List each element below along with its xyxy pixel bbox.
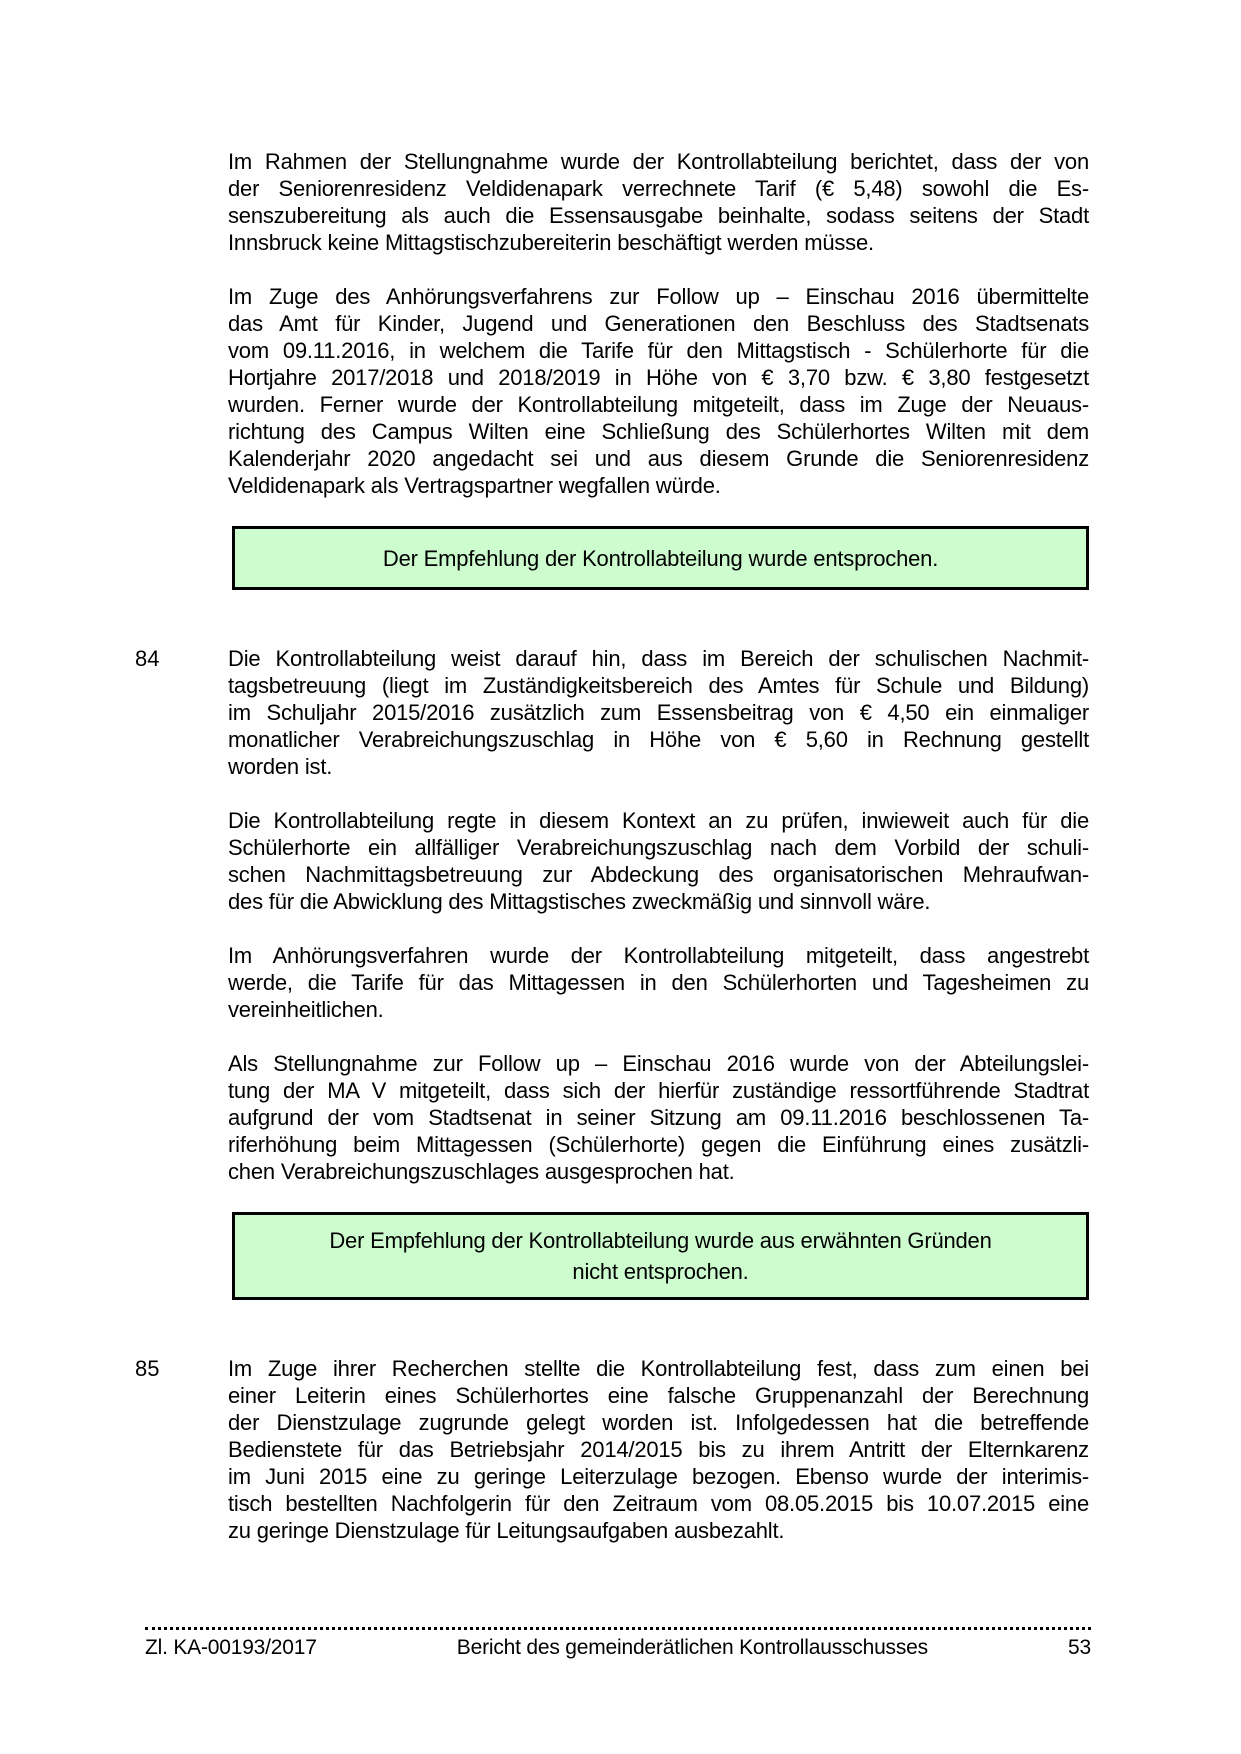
text-line: werde, die Tarife für das Mittagessen in den Schülerhorten und Tagesheimen zu: [228, 970, 1089, 995]
recommendation-text: Der Empfehlung der Kontrollabteilung wurde entsprochen.: [382, 545, 939, 571]
text-line: monatlicher Verabreichungszuschlag in Höhe von € 5,60 in Rechnung gestellt: [228, 727, 1089, 752]
text-line: tagsbetreuung (liegt im Zuständigkeitsbereich des Amtes für Schule und Bildung): [228, 673, 1089, 698]
text-line: im Juni 2015 eine zu geringe Leiterzulage bezogen. Ebenso wurde der interimis-: [228, 1464, 1089, 1489]
text-line: Kalenderjahr 2020 angedacht sei und aus diesem Grunde die Seniorenresidenz: [228, 446, 1089, 471]
text-line: aufgrund der vom Stadtsenat in seiner Sitzung am 09.11.2016 beschlossenen Ta-: [228, 1105, 1089, 1130]
recommendation-text: nicht entsprochen.: [572, 1259, 749, 1284]
text-line: wurden. Ferner wurde der Kontrollabteilung mitgeteilt, dass im Zuge der Neuaus-: [228, 392, 1089, 417]
text-line: Die Kontrollabteilung weist darauf hin, dass im Bereich der schulischen Nachmit-: [228, 646, 1089, 671]
text-line: Schülerhorte ein allfälliger Verabreichungszuschlag nach dem Vorbild der schuli-: [228, 835, 1089, 860]
text-line: chen Verabreichungszuschlages ausgesprochen hat.: [228, 1159, 735, 1184]
recommendation-text: Der Empfehlung der Kontrollabteilung wurde aus erwähnten Gründen: [329, 1228, 992, 1253]
text-line: im Schuljahr 2015/2016 zusätzlich zum Essensbeitrag von € 4,50 ein einmaliger: [228, 700, 1089, 725]
numbered-paragraph: [135, 1355, 1089, 1544]
footer-reference: Zl. KA-00193/2017: [145, 1636, 317, 1659]
text-line: einer Leiterin eines Schülerhortes eine falsche Gruppenanzahl der Berechnung: [228, 1383, 1089, 1408]
body-paragraph: [228, 807, 1089, 915]
body-paragraph: [228, 942, 1089, 1023]
text-line: des für die Abwicklung des Mittagstisches zweckmäßig und sinnvoll wäre.: [228, 889, 931, 914]
recommendation-box: [232, 526, 1089, 590]
body-paragraph: [228, 1050, 1089, 1185]
page-footer: [145, 1627, 1091, 1661]
text-line: Hortjahre 2017/2018 und 2018/2019 in Höhe von € 3,70 bzw. € 3,80 festgesetzt: [228, 365, 1089, 390]
text-line: vereinheitlichen.: [228, 997, 384, 1022]
text-line: schen Nachmittagsbetreuung zur Abdeckung des organisatorischen Mehraufwan-: [228, 862, 1089, 887]
text-line: Im Zuge ihrer Recherchen stellte die Kontrollabteilung fest, dass zum einen bei: [228, 1356, 1089, 1381]
text-line: Die Kontrollabteilung regte in diesem Kontext an zu prüfen, inwieweit auch für die: [228, 808, 1089, 833]
text-line: Im Rahmen der Stellungnahme wurde der Kontrollabteilung berichtet, dass der von: [228, 149, 1089, 174]
text-line: Innsbruck keine Mittagstischzubereiterin beschäftigt werden müsse.: [228, 230, 874, 255]
text-line: Im Anhörungsverfahren wurde der Kontrollabteilung mitgeteilt, dass angestrebt: [228, 943, 1089, 968]
text-line: senszubereitung als auch die Essensausgabe beinhalte, sodass seitens der Stadt: [228, 203, 1089, 228]
text-line: Im Zuge des Anhörungsverfahrens zur Follow up – Einschau 2016 übermittelte: [228, 284, 1089, 309]
report-body: [135, 0, 1089, 1544]
footer-text-row: [145, 1635, 1091, 1661]
footer-divider: [145, 1627, 1091, 1630]
text-line: das Amt für Kinder, Jugend und Generationen den Beschluss des Stadtsenats: [228, 311, 1089, 336]
text-line: richtung des Campus Wilten eine Schließung des Schülerhortes Wilten mit dem: [228, 419, 1089, 444]
text-line: der Seniorenresidenz Veldidenapark verrechnete Tarif (€ 5,48) sowohl die Es-: [228, 176, 1089, 201]
text-line: der Dienstzulage zugrunde gelegt worden ist. Infolgedessen hat die betreffende: [228, 1410, 1089, 1435]
text-line: tisch bestellten Nachfolgerin für den Zeitraum vom 08.05.2015 bis 10.07.2015 eine: [228, 1491, 1089, 1516]
text-line: worden ist.: [228, 754, 333, 779]
paragraph-number: 85: [135, 1356, 160, 1381]
footer-title: Bericht des gemeinderätlichen Kontrollausschusses: [456, 1636, 928, 1659]
recommendation-box: [232, 1212, 1089, 1300]
text-line: Bedienstete für das Betriebsjahr 2014/2015 bis zu ihrem Antritt der Elternkarenz: [228, 1437, 1089, 1462]
text-line: Veldidenapark als Vertragspartner wegfallen würde.: [228, 473, 721, 498]
text-line: Als Stellungnahme zur Follow up – Einschau 2016 wurde von der Abteilungslei-: [228, 1051, 1089, 1076]
text-line: riferhöhung beim Mittagessen (Schülerhorte) gegen die Einführung eines zusätzli-: [228, 1132, 1089, 1157]
numbered-paragraph: [135, 645, 1089, 780]
body-paragraph: [228, 148, 1089, 256]
text-line: tung der MA V mitgeteilt, dass sich der hierfür zuständige ressortführende Stadtrat: [228, 1078, 1089, 1103]
text-line: zu geringe Dienstzulage für Leitungsaufgaben ausbezahlt.: [228, 1518, 785, 1543]
body-paragraph: [228, 283, 1089, 499]
paragraph-number: 84: [135, 646, 160, 671]
text-line: vom 09.11.2016, in welchem die Tarife für den Mittagstisch - Schülerhorte für die: [228, 338, 1089, 363]
footer-page-number: 53: [1068, 1636, 1091, 1659]
